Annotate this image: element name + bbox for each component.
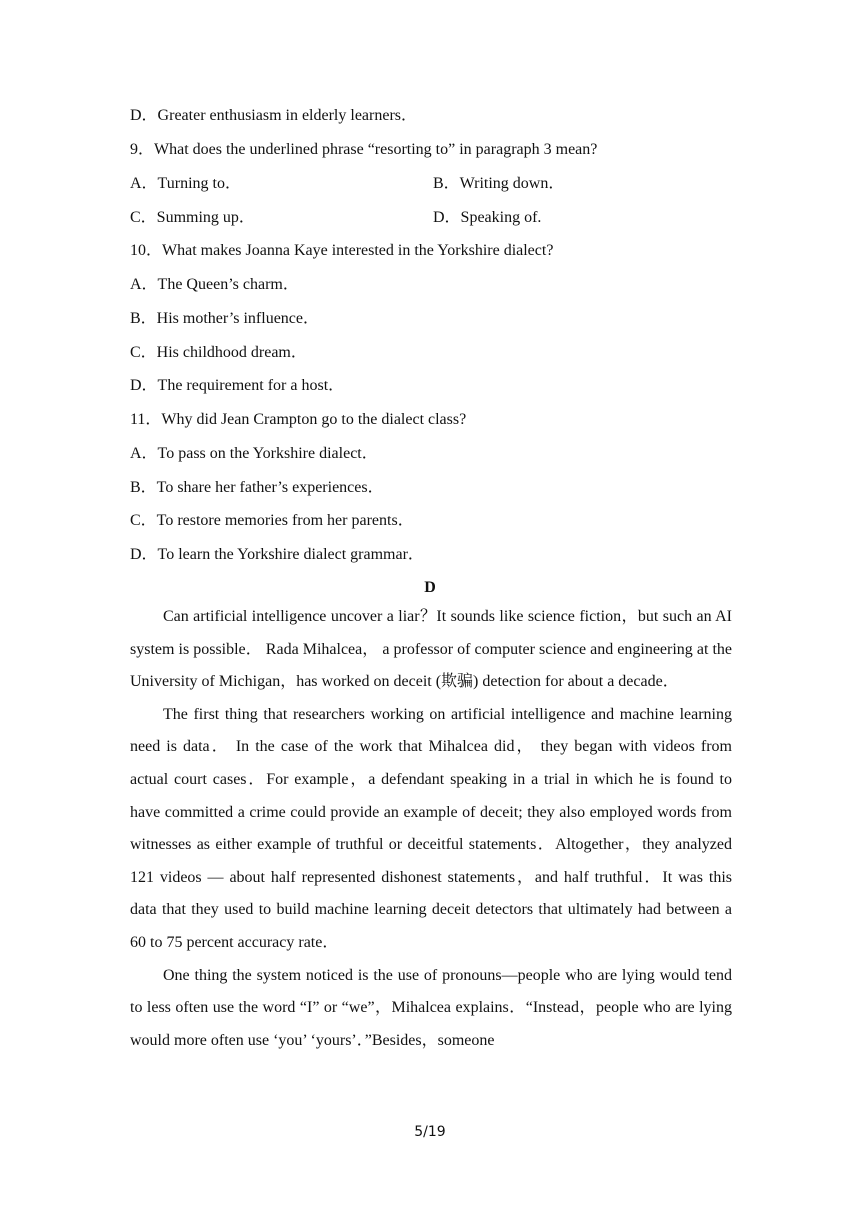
q8-option-d: D．Greater enthusiasm in elderly learners． [130, 107, 418, 124]
passage-paragraph-1: Can artificial intelligence uncover a liar？It sounds like science fiction，but such an AI system is possible． Rada Mihalcea， a professor of computer science and engineering at the University of Michigan，has worked on deceit (欺骗) detection for about a decade． [130, 608, 732, 691]
q9-option-d: D．Speaking of. [433, 209, 542, 226]
q9-option-c: C．Summing up． [130, 209, 255, 226]
q10-option-d: D．The requirement for a host． [130, 377, 345, 394]
q11-option-d: D．To learn the Yorkshire dialect grammar． [130, 546, 424, 563]
q10-option-c: C．His childhood dream． [130, 344, 307, 361]
q9-option-a: A．Turning to． [130, 175, 241, 192]
passage-body [130, 601, 732, 1057]
q9-option-b: B．Writing down． [433, 175, 565, 192]
q11-option-c: C．To restore memories from her parents． [130, 512, 414, 529]
page-number: 5/19 [414, 1124, 446, 1140]
passage-paragraph-3: One thing the system noticed is the use of pronouns—people who are lying would tend to less often use the word “I” or “we”，Mihalcea explains．“Instead，people who are lying would more often use ‘you’ ‘yours’．”Besides，someone [130, 966, 732, 1049]
q9-stem: 9．What does the underlined phrase “resorting to” in paragraph 3 mean? [130, 141, 598, 158]
q10-stem: 10．What makes Joanna Kaye interested in the Yorkshire dialect? [130, 242, 554, 259]
passage-paragraph-2: The first thing that researchers working on artificial intelligence and machine learning need is data． In the case of the work that Mihalcea did， they began with videos from actual court cases．For example，a defendant speaking in a trial in which he is found to have committed a crime could provide an example of deceit; they also employed words from witnesses as either example of truthful or deceitful statements．Altogether，they analyzed 121 videos — about half represented dishonest statements，and half truthful．It was this data that they used to build machine learning deceit detectors that ultimately had between a 60 to 75 percent accuracy rate． [130, 705, 732, 951]
q11-stem: 11．Why did Jean Crampton go to the dialect class? [130, 411, 467, 428]
q10-option-b: B．His mother’s influence． [130, 310, 320, 327]
passage-heading: D [424, 579, 436, 596]
q11-option-b: B．To share her father’s experiences． [130, 479, 384, 496]
q10-option-a: A．The Queen’s charm． [130, 276, 299, 293]
q11-option-a: A．To pass on the Yorkshire dialect． [130, 445, 378, 462]
